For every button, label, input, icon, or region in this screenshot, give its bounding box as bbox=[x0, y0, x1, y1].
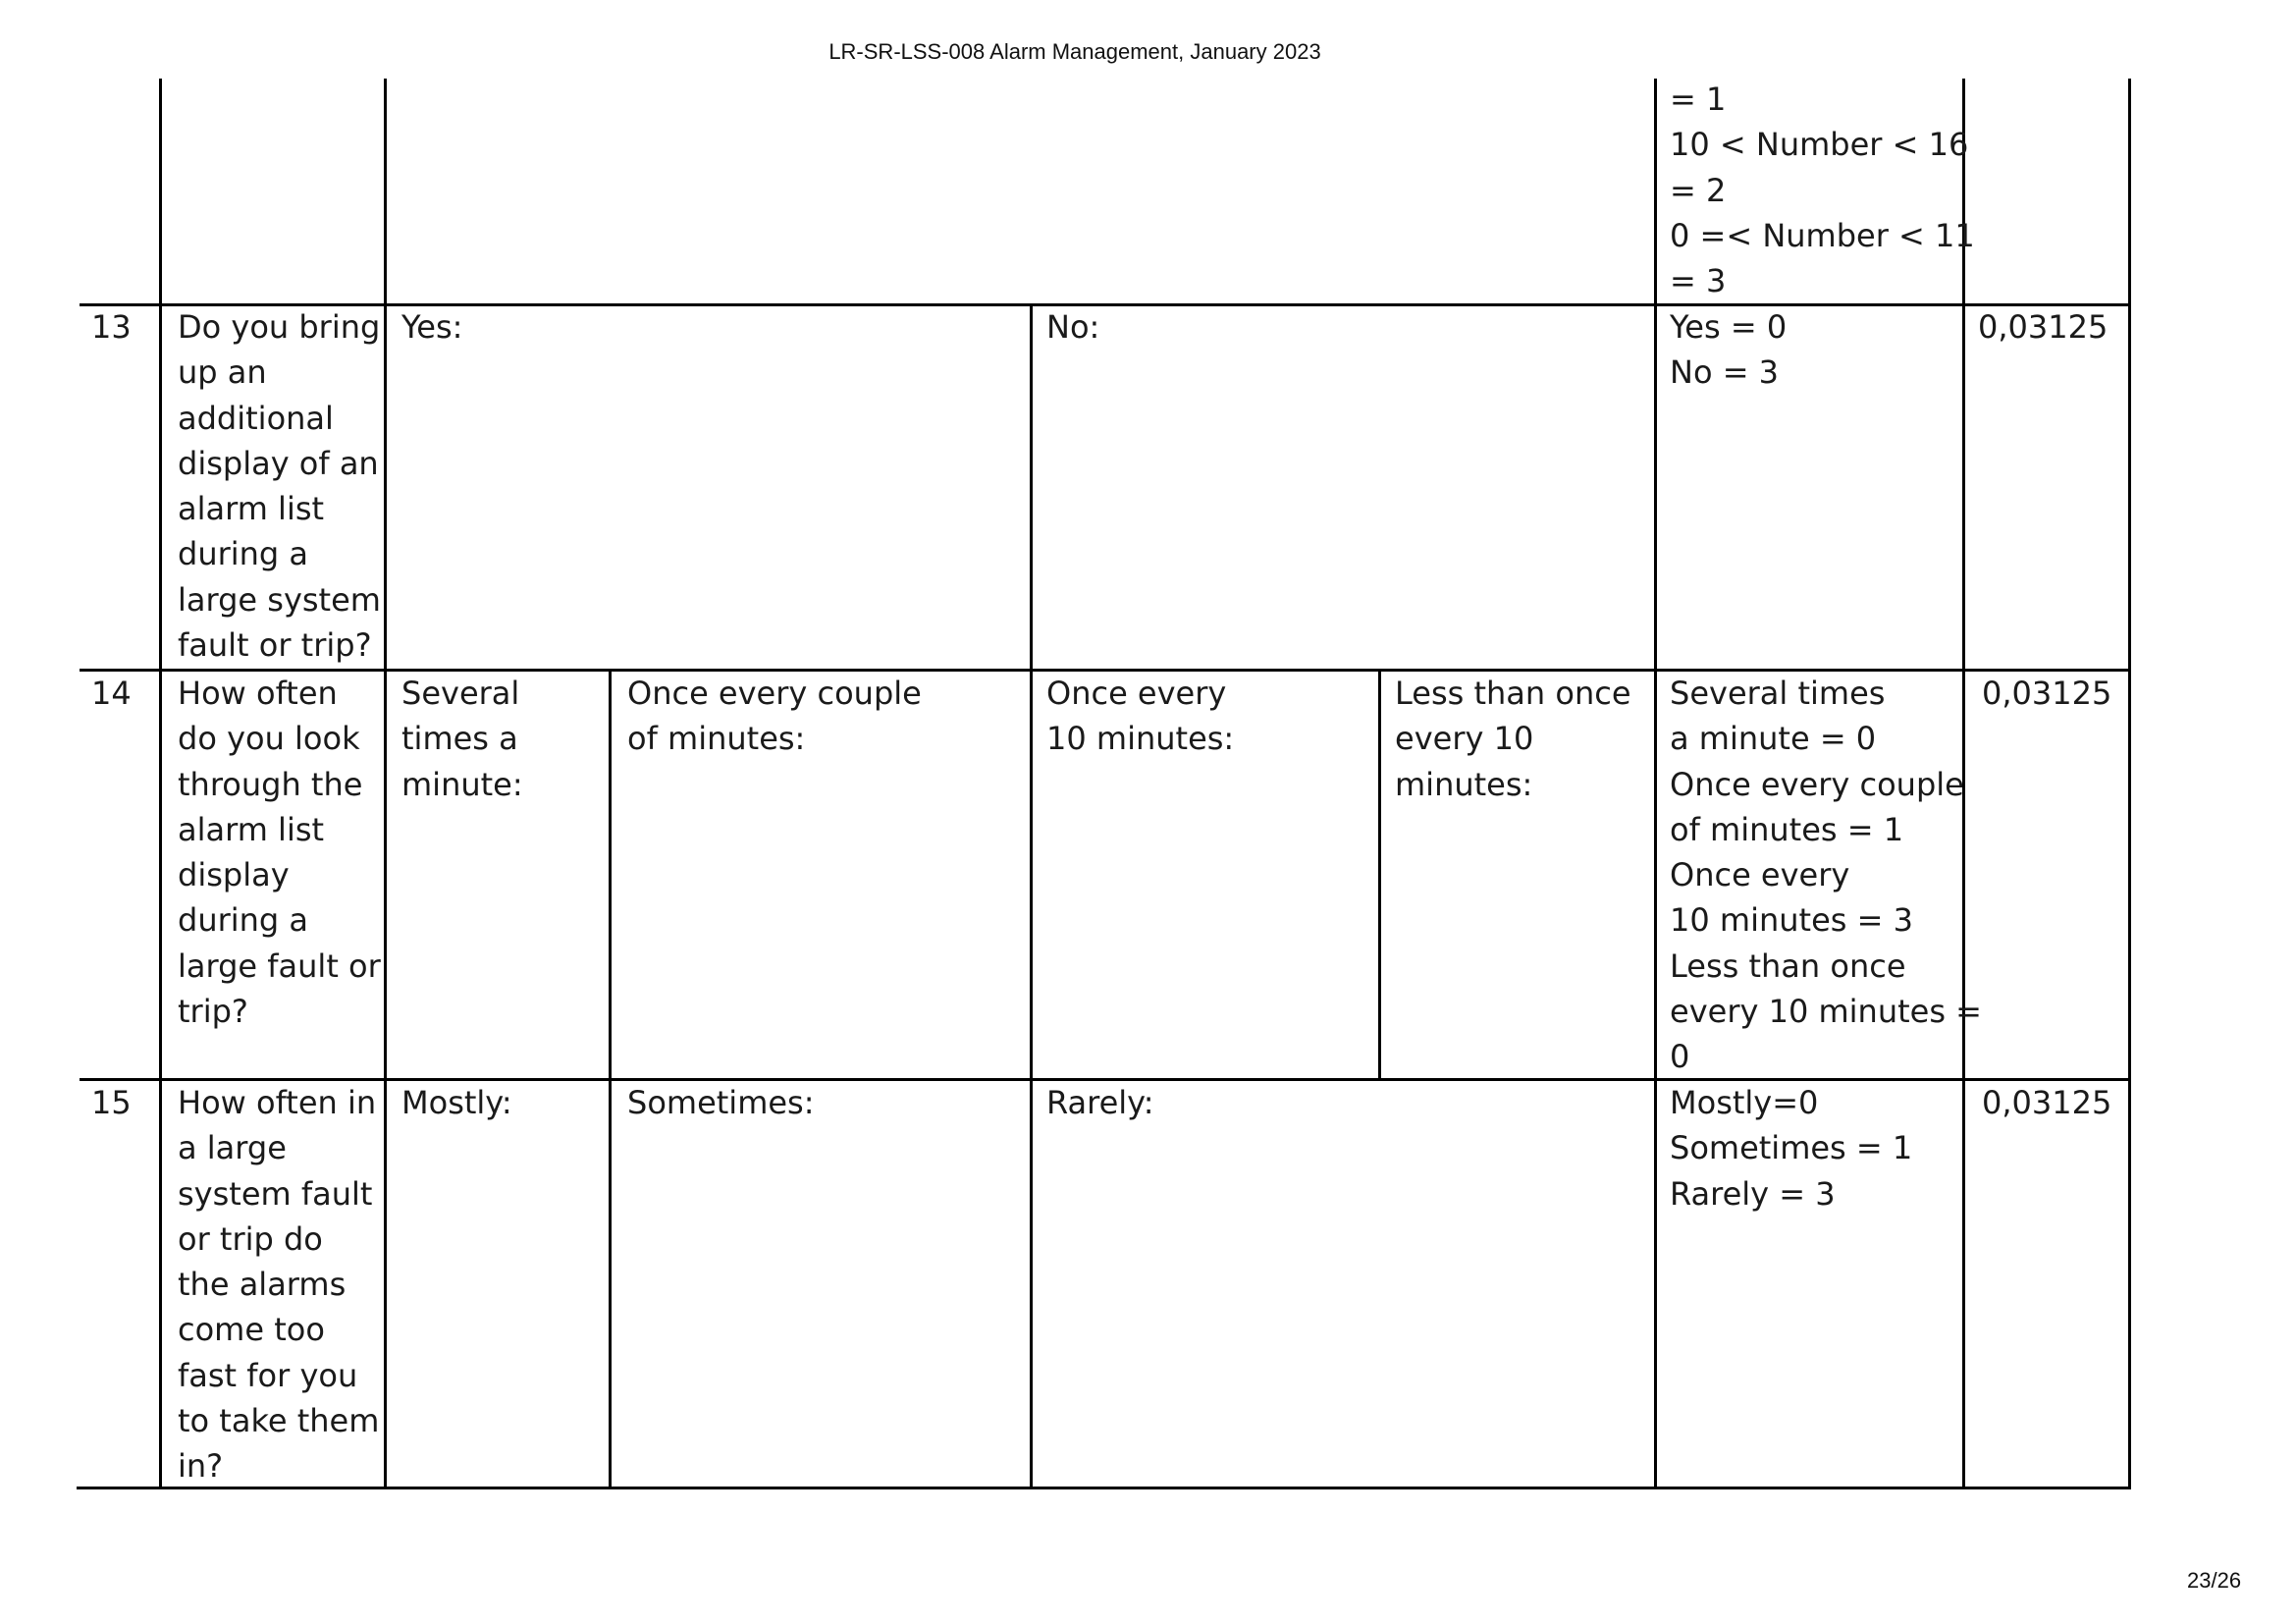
answer-option-less-than-once: Less than once every 10 minutes: bbox=[1395, 675, 1631, 803]
page-number: 23/26 bbox=[2187, 1568, 2242, 1593]
weight-cell: 0,03125 bbox=[1982, 675, 2112, 712]
answer-option-mostly: Mostly: bbox=[401, 1084, 512, 1121]
column-divider bbox=[1030, 303, 1033, 1489]
column-divider bbox=[384, 79, 387, 1489]
table-right-border bbox=[2128, 79, 2131, 1489]
answer-option-yes: Yes: bbox=[401, 308, 463, 346]
document-header: LR-SR-LSS-008 Alarm Management, January 2023 bbox=[828, 39, 1321, 64]
column-divider bbox=[159, 79, 162, 1489]
row-number: 14 bbox=[91, 675, 132, 712]
column-divider bbox=[609, 669, 612, 1489]
weight-cell: 0,03125 bbox=[1978, 308, 2109, 346]
answer-option-rarely: Rarely: bbox=[1046, 1084, 1154, 1121]
question-cell: How often in a large system fault or trip do the alarms come too fast for you to take them in? bbox=[178, 1084, 380, 1486]
row-number: 13 bbox=[91, 308, 132, 346]
row-number: 15 bbox=[91, 1084, 132, 1121]
continued-scoring-cell: = 1 10 < Number < 16 = 2 0 =< Number < 11 = 3 bbox=[1670, 81, 1975, 300]
column-divider bbox=[1378, 669, 1381, 1078]
scoring-cell: Mostly=0 Sometimes = 1 Rarely = 3 bbox=[1670, 1084, 1913, 1213]
question-cell: How often do you look through the alarm list display during a large fault or trip? bbox=[178, 675, 381, 1031]
column-divider bbox=[1654, 79, 1657, 1489]
answer-option-several-times: Several times a minute: bbox=[401, 675, 523, 803]
weight-cell: 0,03125 bbox=[1982, 1084, 2112, 1121]
answer-option-every-10-minutes: Once every 10 minutes: bbox=[1046, 675, 1235, 758]
answer-option-no: No: bbox=[1046, 308, 1100, 346]
question-cell: Do you bring up an additional display of an alarm list during a large system fault or trip? bbox=[178, 308, 381, 665]
scoring-cell: Several times a minute = 0 Once every couple of minutes = 1 Once every 10 minutes = 3 Less than once every 10 minutes = 0 bbox=[1670, 675, 1982, 1076]
scoring-cell: Yes = 0 No = 3 bbox=[1670, 308, 1788, 392]
answer-option-sometimes: Sometimes: bbox=[627, 1084, 815, 1121]
answer-option-couple-minutes: Once every couple of minutes: bbox=[627, 675, 922, 758]
